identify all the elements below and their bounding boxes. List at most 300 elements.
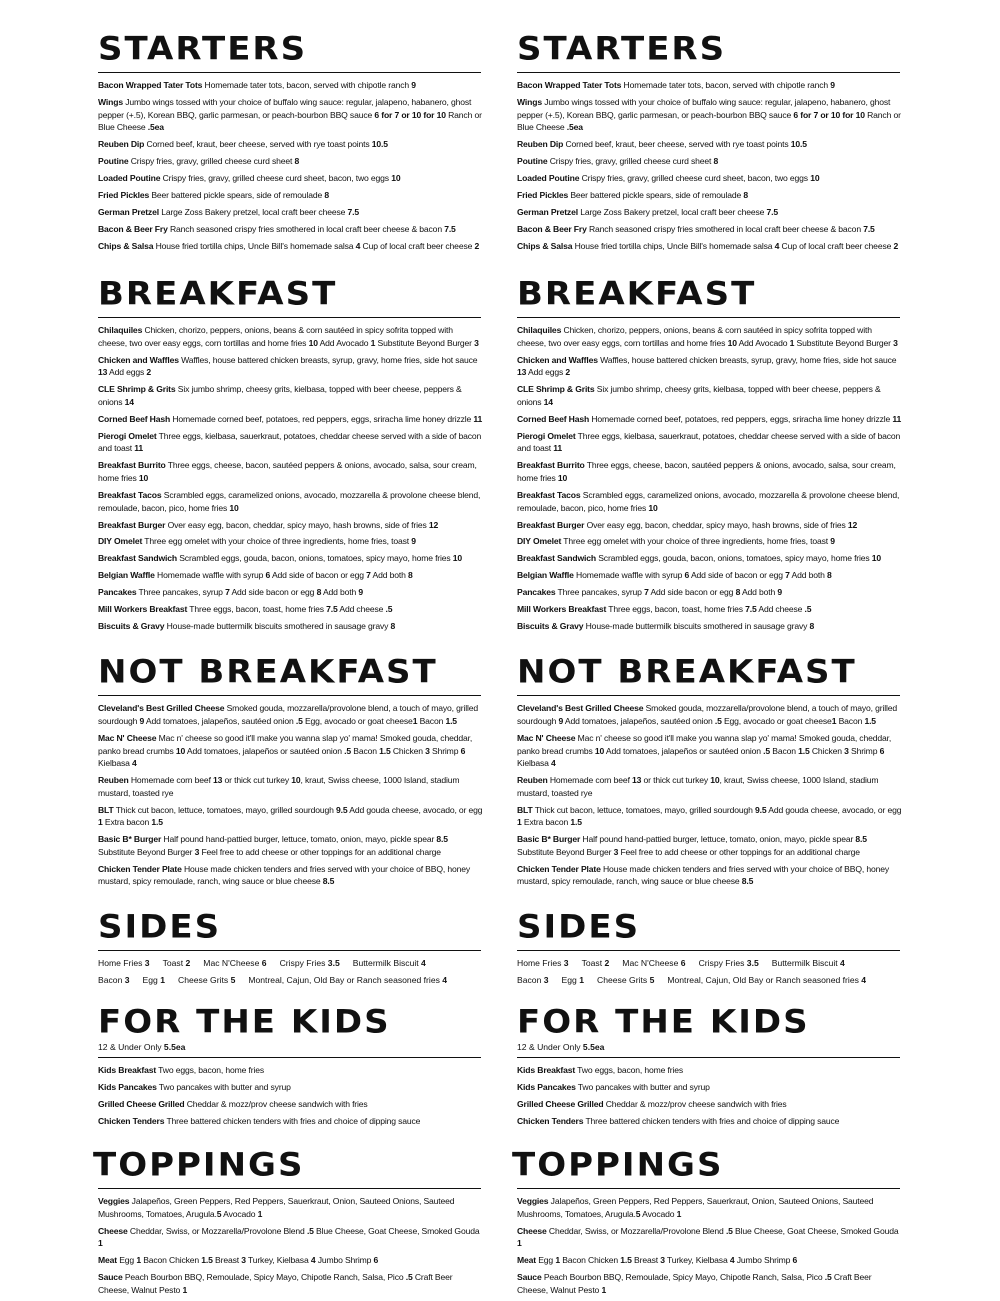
item-name: Chicken Tender Plate bbox=[517, 863, 601, 874]
item-list bbox=[517, 324, 902, 633]
item-description: Beer battered pickle spears, side of remoulade bbox=[568, 190, 744, 201]
item-price: 7.5 bbox=[745, 604, 757, 615]
kids-note-price: 5.5ea bbox=[163, 1041, 186, 1052]
item-name: Reuben Dip bbox=[98, 139, 145, 150]
item-addon: Craft Beer Cheese, Walnut Pesto bbox=[517, 1272, 872, 1295]
item-list bbox=[98, 324, 483, 633]
side-name: Toast bbox=[581, 958, 605, 969]
item-description: Scrambled eggs, gouda, bacon, onions, tomatoes, spicy mayo, home fries bbox=[595, 553, 872, 564]
side-item bbox=[562, 974, 584, 987]
item-price: 9 bbox=[139, 715, 145, 726]
item-addon: Turkey, Kielbasa bbox=[245, 1255, 311, 1266]
item-description: Jumbo wings tossed with your choice of buffalo wing sauce: regular, jalapeno, habanero, ghost pepper (+.5), Korean BBQ, garlic parmesan, or peach-bourbon BBQ sauce bbox=[98, 96, 472, 120]
side-price: 2 bbox=[604, 958, 610, 969]
menu-item bbox=[98, 324, 483, 349]
item-addon: Add tomatoes, jalapeños, sautéed onion bbox=[563, 715, 715, 726]
menu-item bbox=[517, 833, 902, 858]
side-item bbox=[597, 974, 654, 987]
item-addon: Bacon bbox=[351, 745, 380, 756]
side-name: Crispy Fries bbox=[279, 958, 328, 969]
item-list bbox=[517, 1195, 902, 1296]
item-addon-price: 2 bbox=[893, 241, 899, 252]
item-addon: Bacon Chicken bbox=[559, 1255, 621, 1266]
item-addon-price: .5 bbox=[385, 604, 393, 615]
item-addon: Jumbo Shrimp bbox=[315, 1255, 374, 1266]
item-addon-price: 1 bbox=[601, 1284, 607, 1295]
item-description: Over easy egg, bacon, cheddar, spicy mayo, hash browns, side of fries bbox=[584, 519, 848, 530]
side-price: 6 bbox=[261, 958, 267, 969]
item-description: Chicken, chorizo, peppers, onions, beans & corn sautéed in spicy sofrita topped with cheese, two over easy eggs, corn tortillas and home fries bbox=[517, 325, 872, 348]
item-addon: Egg, avocado or goat cheese bbox=[721, 715, 832, 726]
item-price: 7.5 bbox=[347, 207, 359, 218]
item-addon: Add side bacon or egg bbox=[229, 587, 317, 598]
item-addon: Shrimp bbox=[848, 745, 880, 756]
item-addon-price: 1 bbox=[98, 817, 103, 828]
item-addon: Chicken bbox=[809, 745, 845, 756]
menu-item bbox=[98, 732, 483, 770]
item-price: 9 bbox=[830, 536, 835, 547]
item-price: 7.5 bbox=[766, 207, 778, 218]
item-addon: Feel free to add cheese or other toppings for an additional charge bbox=[618, 846, 860, 857]
menu-item bbox=[517, 732, 902, 770]
item-price: 10 bbox=[138, 472, 149, 483]
item-name: Belgian Waffle bbox=[517, 570, 574, 581]
item-description: House fried tortilla chips, Uncle Bill's homemade salsa bbox=[572, 241, 775, 252]
item-description: Crispy fries, gravy, grilled cheese curd sheet, bacon, two eggs bbox=[160, 173, 392, 184]
item-description: Six jumbo shrimp, cheesy grits, kielbasa, topped with beer cheese, peppers & onions bbox=[517, 384, 881, 407]
item-price: 8 bbox=[294, 156, 300, 167]
menu-item bbox=[98, 833, 483, 858]
item-addon-price: 1 bbox=[517, 817, 522, 828]
item-addon-price: 3 bbox=[194, 846, 200, 857]
item-name: Veggies bbox=[517, 1196, 549, 1207]
section-gap bbox=[517, 991, 902, 1001]
menu-item bbox=[98, 863, 483, 888]
side-name: Cheese Grits bbox=[597, 975, 650, 986]
item-name: Wings bbox=[517, 96, 542, 107]
menu-item bbox=[517, 79, 902, 92]
menu-item bbox=[98, 383, 483, 408]
item-addon-price: 8 bbox=[316, 587, 322, 598]
section-gap bbox=[98, 257, 483, 273]
item-addon-price: 1.5 bbox=[864, 715, 876, 726]
item-description: Jumbo wings tossed with your choice of buffalo wing sauce: regular, jalapeno, habanero, ghost pepper (+.5), Korean BBQ, garlic parmesan, or peach-bourbon BBQ sauce bbox=[517, 96, 891, 120]
section-divider bbox=[517, 1057, 900, 1058]
item-price: 5 bbox=[635, 1208, 641, 1219]
section-title: NOT BREAKFAST bbox=[517, 653, 857, 692]
item-price: .5 bbox=[306, 1225, 314, 1236]
menu-item bbox=[98, 1195, 483, 1220]
section-kids bbox=[517, 1001, 902, 1128]
item-addon-price: 2 bbox=[146, 367, 152, 378]
item-name: Breakfast Tacos bbox=[517, 489, 581, 500]
item-list bbox=[98, 1064, 483, 1128]
item-description: Corned beef, kraut, beer cheese, served with rye toast points bbox=[563, 139, 791, 150]
side-name: Bacon bbox=[98, 975, 125, 986]
item-name: Chilaquiles bbox=[98, 325, 143, 336]
item-description: Beer battered pickle spears, side of remoulade bbox=[149, 190, 325, 201]
item-addon-price: .5 bbox=[763, 745, 771, 756]
menu-item bbox=[98, 804, 483, 829]
item-description: House fried tortilla chips, Uncle Bill's homemade salsa bbox=[153, 241, 356, 252]
section-title: FOR THE KIDS bbox=[98, 1002, 391, 1041]
item-name: DIY Omelet bbox=[517, 536, 562, 547]
item-addon: , kraut, Swiss cheese, 1000 Island, stadium mustard, toasted rye bbox=[98, 775, 460, 798]
section-divider bbox=[98, 72, 481, 73]
item-price: 10 bbox=[308, 337, 318, 348]
item-name: Cleveland's Best Grilled Cheese bbox=[98, 703, 225, 714]
side-name: Montreal, Cajun, Old Bay or Ranch seasoned fries bbox=[667, 975, 862, 986]
item-description: Three battered chicken tenders with fries and choice of dipping sauce bbox=[164, 1116, 421, 1127]
section-title: BREAKFAST bbox=[98, 275, 338, 314]
item-description: Three eggs, cheese, bacon, sautéed peppers & onions, avocado, salsa, sour cream, home fries bbox=[517, 460, 896, 483]
section-gap bbox=[98, 1132, 483, 1144]
item-description: House made chicken tenders and fries served with your choice of BBQ, honey mustard, spicy remoulade, ranch, wing sauce or blue cheese bbox=[517, 863, 890, 887]
item-description: Three eggs, bacon, toast, home fries bbox=[187, 604, 327, 615]
item-addon: Bacon bbox=[770, 745, 799, 756]
item-description: House-made buttermilk biscuits smothered in sausage gravy bbox=[583, 621, 810, 632]
side-price: 4 bbox=[840, 958, 845, 969]
item-addon: Craft Beer Cheese, Walnut Pesto bbox=[98, 1272, 453, 1295]
side-name: Bacon bbox=[517, 975, 544, 986]
item-addon-price: 1 bbox=[412, 715, 418, 726]
side-price: 6 bbox=[680, 958, 686, 969]
side-price: 2 bbox=[185, 958, 191, 969]
item-name: Grilled Cheese Grilled bbox=[98, 1099, 185, 1110]
side-name: Cheese Grits bbox=[178, 975, 231, 986]
item-description: Thick cut bacon, lettuce, tomatoes, mayo, grilled sourdough bbox=[113, 804, 336, 815]
item-description: Large Zoss Bakery pretzel, local craft beer cheese bbox=[577, 207, 767, 218]
menu-item bbox=[517, 430, 902, 455]
item-addon: , kraut, Swiss cheese, 1000 Island, stadium mustard, toasted rye bbox=[517, 775, 879, 798]
item-description: Two pancakes with butter and syrup bbox=[156, 1082, 291, 1093]
item-addon: Add Avocado bbox=[736, 337, 790, 348]
menu-column-right bbox=[512, 28, 902, 1301]
menu-item bbox=[517, 1225, 902, 1250]
item-price: 1 bbox=[136, 1255, 141, 1266]
item-price: 14 bbox=[543, 396, 553, 407]
side-price: 3 bbox=[543, 975, 549, 986]
item-addon-price: 1.5 bbox=[570, 817, 582, 828]
item-addon-price: 4 bbox=[310, 1255, 316, 1266]
menu-item bbox=[517, 413, 902, 426]
item-addon: Add cheese bbox=[337, 604, 386, 615]
item-addon-price: 1 bbox=[517, 1238, 522, 1249]
item-addon: Add tomatoes, jalapeños or sautéed onion bbox=[604, 745, 764, 756]
item-list bbox=[517, 79, 902, 253]
item-name: Bacon Wrapped Tater Tots bbox=[98, 80, 203, 90]
item-addon-price: 1 bbox=[831, 715, 837, 726]
item-addon-price: 7 bbox=[366, 570, 371, 581]
side-name: Crispy Fries bbox=[698, 958, 747, 969]
item-description: Egg bbox=[535, 1255, 556, 1266]
menu-item bbox=[98, 1225, 483, 1250]
item-addon-price: 4 bbox=[551, 758, 556, 769]
item-price: 4 bbox=[355, 241, 361, 252]
menu-item bbox=[98, 603, 483, 616]
section-divider bbox=[98, 695, 481, 696]
section-breakfast bbox=[517, 273, 902, 633]
item-price: 5 bbox=[216, 1208, 222, 1219]
side-name: Buttermilk Biscuit bbox=[771, 958, 841, 969]
item-addon: Shrimp bbox=[429, 745, 461, 756]
item-name: Reuben Dip bbox=[517, 139, 564, 150]
item-name: Belgian Waffle bbox=[98, 570, 155, 581]
menu-item bbox=[517, 1064, 902, 1077]
item-price: 4 bbox=[774, 241, 780, 252]
item-name: Cheese bbox=[98, 1225, 128, 1236]
side-name: Mac N'Cheese bbox=[203, 958, 262, 969]
item-description: Homemade corned beef, potatoes, red peppers, eggs, sriracha lime honey drizzle bbox=[170, 413, 474, 424]
sides-row bbox=[98, 974, 483, 987]
item-name: Corned Beef Hash bbox=[517, 413, 590, 424]
item-addon: Add side of bacon or egg bbox=[689, 570, 786, 581]
item-price: 10 bbox=[175, 745, 186, 756]
item-price: 11 bbox=[473, 413, 483, 424]
item-price: 10 bbox=[391, 173, 401, 184]
item-description: Homemade waffle with syrup bbox=[154, 570, 266, 581]
item-addon-price: 1 bbox=[789, 337, 795, 348]
item-price: 10 bbox=[594, 745, 605, 756]
item-addon-price: 1 bbox=[676, 1208, 682, 1219]
item-addon: Kielbasa bbox=[517, 758, 552, 769]
item-addon-price: 9 bbox=[777, 587, 783, 598]
menu-item bbox=[517, 569, 902, 582]
menu-item bbox=[517, 1254, 902, 1267]
section-title: STARTERS bbox=[517, 30, 727, 68]
item-name: Kids Breakfast bbox=[98, 1065, 157, 1076]
item-name: Biscuits & Gravy bbox=[98, 621, 165, 632]
item-name: Basic B* Burger bbox=[517, 834, 581, 845]
item-name: Breakfast Burrito bbox=[98, 460, 166, 471]
item-price: 8.5 bbox=[741, 876, 754, 887]
item-price: 8 bbox=[743, 190, 748, 201]
side-item bbox=[163, 957, 191, 970]
item-name: BLT bbox=[98, 804, 114, 815]
item-addon-price: 3 bbox=[660, 1255, 665, 1266]
side-price: 4 bbox=[861, 975, 867, 986]
item-description: Homemade corn beef bbox=[128, 775, 214, 786]
side-name: Montreal, Cajun, Old Bay or Ranch seasoned fries bbox=[248, 975, 443, 986]
item-description: Three eggs, bacon, toast, home fries bbox=[606, 604, 746, 615]
item-addon-price: 6 bbox=[879, 745, 885, 756]
item-addon: Extra bacon bbox=[521, 817, 571, 828]
section-title: STARTERS bbox=[98, 30, 308, 68]
item-name: Mac N' Cheese bbox=[517, 732, 576, 743]
menu-item bbox=[98, 535, 483, 548]
item-price: 10.5 bbox=[371, 139, 388, 150]
menu-item bbox=[98, 430, 483, 455]
menu-item bbox=[517, 863, 902, 888]
item-price: 9.5 bbox=[755, 804, 767, 815]
item-price: .5 bbox=[405, 1272, 413, 1283]
menu-item bbox=[98, 702, 483, 727]
item-name: CLE Shrimp & Grits bbox=[98, 384, 176, 395]
item-addon: Add cheese bbox=[756, 604, 805, 615]
item-name: German Pretzel bbox=[517, 207, 578, 218]
item-addon-price: 1 bbox=[98, 1238, 103, 1249]
item-addon: Cup of local craft beer cheese bbox=[360, 241, 475, 252]
item-addon: Add eggs bbox=[526, 367, 566, 378]
menu-item bbox=[517, 459, 902, 484]
item-description: Waffles, house battered chicken breasts, syrup, gravy, home fries, side hot sauce bbox=[597, 354, 897, 365]
item-addon: Add both bbox=[370, 570, 409, 581]
item-description: Homemade waffle with syrup bbox=[573, 570, 685, 581]
item-addon: Ranch or Blue Cheese bbox=[517, 109, 901, 133]
item-name: Chips & Salsa bbox=[98, 241, 154, 252]
item-addon-price: 6 bbox=[373, 1255, 379, 1266]
side-price: 3.5 bbox=[327, 958, 340, 969]
item-description: Homemade tater tots, bacon, served with chipotle ranch bbox=[621, 80, 831, 90]
item-price: 10 bbox=[810, 173, 820, 184]
item-description: Cheddar, Swiss, or Mozzarella/Provolone Blend bbox=[127, 1225, 307, 1236]
menu-column-left bbox=[93, 28, 483, 1301]
menu-item bbox=[98, 155, 483, 168]
side-name: Home Fries bbox=[517, 958, 564, 969]
side-item bbox=[699, 957, 759, 970]
menu-item bbox=[517, 223, 902, 236]
section-not-breakfast bbox=[517, 651, 902, 888]
side-price: 5 bbox=[649, 975, 655, 986]
item-price: 10 bbox=[871, 553, 882, 564]
item-addon: Add tomatoes, jalapeños or sautéed onion bbox=[185, 745, 345, 756]
item-addon: Chicken bbox=[390, 745, 426, 756]
menu-item bbox=[98, 459, 483, 484]
side-item bbox=[248, 974, 447, 987]
item-price: 10 bbox=[727, 337, 737, 348]
item-addon: Substitute Beyond Burger bbox=[517, 846, 614, 857]
section-title: NOT BREAKFAST bbox=[98, 653, 438, 692]
item-description: Cheddar, Swiss, or Mozzarella/Provolone Blend bbox=[546, 1225, 726, 1236]
item-addon: Cup of local craft beer cheese bbox=[779, 241, 894, 252]
item-name: Pancakes bbox=[517, 587, 556, 598]
side-price: 4 bbox=[442, 975, 448, 986]
item-name: Mac N' Cheese bbox=[98, 732, 157, 743]
menu-item bbox=[517, 240, 902, 253]
item-name: Mill Workers Breakfast bbox=[517, 604, 607, 615]
item-addon-price: 4 bbox=[729, 1255, 735, 1266]
item-price: 6 for 7 or 10 for 10 bbox=[374, 109, 446, 120]
section-divider bbox=[98, 950, 481, 951]
section-divider bbox=[98, 1188, 481, 1189]
item-addon: Extra bacon bbox=[102, 817, 152, 828]
item-price: 9 bbox=[558, 715, 564, 726]
menu-item bbox=[98, 172, 483, 185]
menu-item bbox=[517, 620, 902, 633]
item-description: Mac n' cheese so good it'll make you wanna slap yo' mama! Smoked gouda, cheddar, panko bread crumbs bbox=[98, 732, 473, 756]
item-name: Fried Pickles bbox=[517, 190, 569, 201]
item-description: Peach Bourbon BBQ, Remoulade, Spicy Mayo, Chipotle Ranch, Salsa, Pico bbox=[122, 1272, 406, 1283]
item-name: Kids Pancakes bbox=[98, 1082, 157, 1093]
item-description: Waffles, house battered chicken breasts, syrup, gravy, home fries, side hot sauce bbox=[178, 354, 478, 365]
section-title: SIDES bbox=[517, 908, 641, 947]
item-addon-price: .5 bbox=[804, 604, 812, 615]
item-description: Three eggs, kielbasa, sauerkraut, potatoes, cheddar cheese served with a side of bacon and toast bbox=[98, 430, 482, 454]
menu-item bbox=[517, 489, 902, 514]
side-price: 3 bbox=[563, 958, 569, 969]
side-item bbox=[622, 957, 685, 970]
menu-item bbox=[517, 383, 902, 408]
item-name: Pancakes bbox=[98, 587, 137, 598]
item-addon: Substitute Beyond Burger bbox=[794, 337, 894, 348]
sides-row bbox=[98, 957, 483, 970]
side-item bbox=[143, 974, 165, 987]
item-name: Kids Breakfast bbox=[517, 1065, 576, 1076]
item-addon: Blue Cheese, Goat Cheese, Smoked Gouda bbox=[313, 1225, 480, 1236]
item-price: 8.5 bbox=[855, 834, 867, 845]
item-price: 8.5 bbox=[436, 834, 448, 845]
item-addon-price: 2 bbox=[565, 367, 571, 378]
item-price: 10 bbox=[452, 553, 463, 564]
section-divider bbox=[517, 950, 900, 951]
item-description: Three egg omelet with your choice of three ingredients, home fries, toast bbox=[561, 536, 831, 547]
item-name: Chicken Tenders bbox=[517, 1116, 584, 1127]
item-name: Basic B* Burger bbox=[98, 834, 162, 845]
item-description: Three battered chicken tenders with fries and choice of dipping sauce bbox=[583, 1116, 840, 1127]
item-description: Crispy fries, gravy, grilled cheese curd sheet, bacon, two eggs bbox=[579, 173, 811, 184]
item-price: 6 bbox=[265, 570, 271, 581]
section-title: BREAKFAST bbox=[517, 275, 757, 314]
menu-item bbox=[517, 603, 902, 616]
menu-item bbox=[98, 413, 483, 426]
item-addon: Bacon bbox=[836, 715, 865, 726]
item-addon: Egg, avocado or goat cheese bbox=[302, 715, 413, 726]
item-addon-price: 8 bbox=[408, 570, 413, 581]
item-list bbox=[517, 1064, 902, 1128]
item-description: Half pound hand-pattied burger, lettuce, tomato, onion, mayo, pickle spear bbox=[161, 834, 437, 845]
item-description: Mac n' cheese so good it'll make you wanna slap yo' mama! Smoked gouda, cheddar, panko bread crumbs bbox=[517, 732, 892, 756]
item-name: Sauce bbox=[517, 1272, 542, 1283]
item-name: Chicken and Waffles bbox=[517, 354, 598, 365]
item-description: Egg bbox=[116, 1255, 137, 1266]
item-price: .5 bbox=[824, 1272, 832, 1283]
section-breakfast bbox=[98, 273, 483, 633]
item-description: Three pancakes, syrup bbox=[555, 587, 645, 598]
item-addon-price: 3 bbox=[613, 846, 619, 857]
item-addon: Add both bbox=[321, 587, 359, 598]
item-name: Loaded Poutine bbox=[517, 173, 580, 184]
item-name: Bacon & Beer Fry bbox=[98, 224, 168, 235]
menu-item bbox=[517, 155, 902, 168]
item-addon: or thick cut turkey bbox=[641, 775, 711, 786]
item-addon-price: 1.5 bbox=[201, 1255, 213, 1266]
item-name: Breakfast Burrito bbox=[517, 460, 585, 471]
item-name: Reuben bbox=[98, 775, 129, 786]
item-description: Three eggs, cheese, bacon, sautéed peppers & onions, avocado, salsa, sour cream, home fries bbox=[98, 460, 477, 483]
item-price: 12 bbox=[847, 519, 858, 530]
item-description: Homemade corn beef bbox=[547, 775, 633, 786]
item-name: Corned Beef Hash bbox=[98, 413, 171, 424]
item-description: Jalapeños, Green Peppers, Red Peppers, Sauerkraut, Onion, Sauteed Onions, Sauteed Mushrooms, Tomatoes, Arugula. bbox=[517, 1196, 874, 1219]
item-name: Mill Workers Breakfast bbox=[98, 604, 188, 615]
item-description: House-made buttermilk biscuits smothered in sausage gravy bbox=[164, 621, 391, 632]
item-addon: Avocado bbox=[221, 1208, 258, 1219]
item-addon: Blue Cheese, Goat Cheese, Smoked Gouda bbox=[732, 1225, 899, 1236]
item-addon: Substitute Beyond Burger bbox=[98, 846, 195, 857]
item-list bbox=[98, 702, 483, 888]
menu-item bbox=[517, 1271, 902, 1296]
menu-item bbox=[517, 519, 902, 532]
section-title: SIDES bbox=[98, 908, 222, 947]
item-addon-price: 3 bbox=[425, 745, 430, 756]
item-name: Pierogi Omelet bbox=[98, 430, 157, 441]
item-description: Large Zoss Bakery pretzel, local craft beer cheese bbox=[158, 207, 348, 218]
item-name: Meat bbox=[98, 1255, 117, 1266]
item-price: 6 bbox=[684, 570, 690, 581]
menu-item bbox=[517, 1115, 902, 1128]
item-name: German Pretzel bbox=[98, 207, 159, 218]
side-item bbox=[98, 957, 150, 970]
